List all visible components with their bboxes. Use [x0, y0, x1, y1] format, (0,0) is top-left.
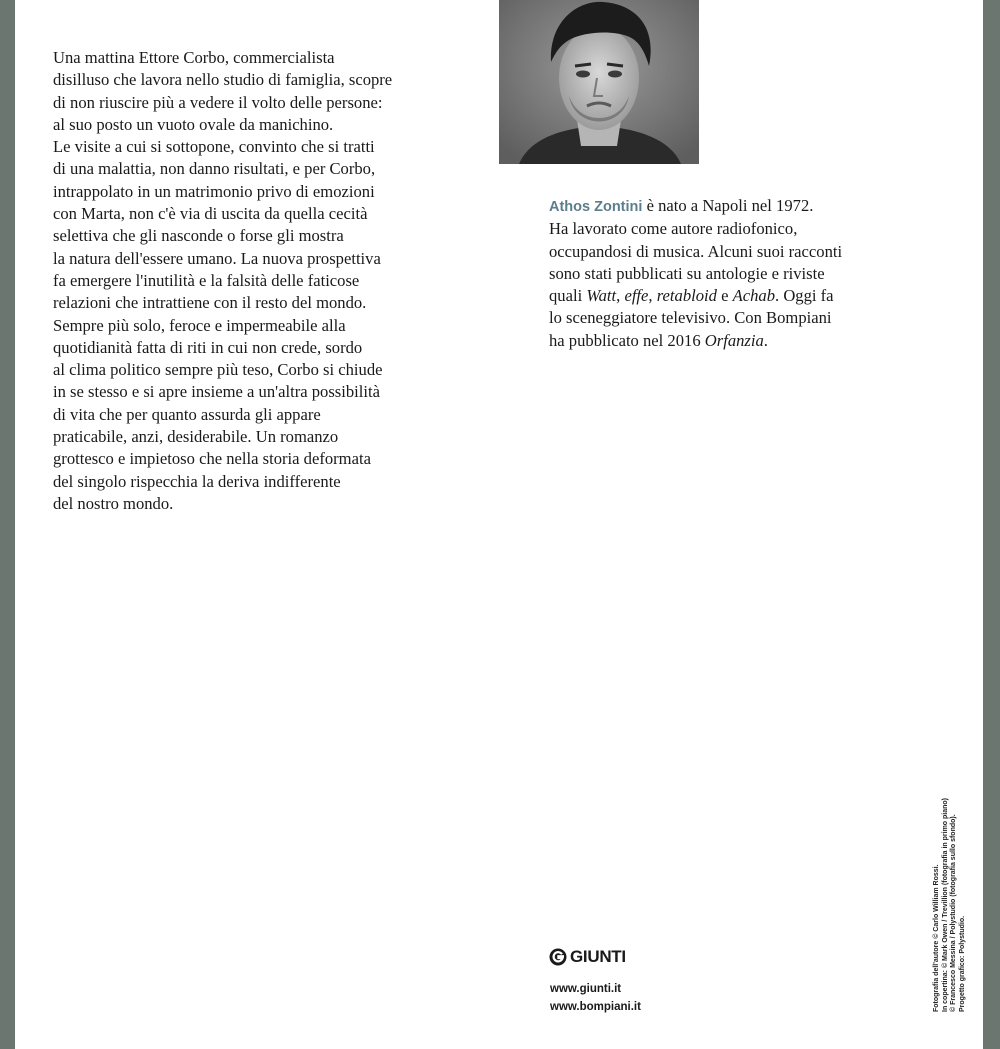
- bio-line: occupandosi di musica. Alcuni suoi racconti: [549, 241, 843, 261]
- credit-line: Progetto grafico: Polystudio.: [958, 915, 966, 1012]
- magazine-title: retabloid: [656, 286, 717, 306]
- credit-line: © Francesco Messina / Polystudio (fotografia sullo sfondo).: [950, 814, 958, 1012]
- synopsis-line: relazioni che intrattiene con il resto del mondo.: [53, 293, 367, 313]
- bio-text: . Oggi fa: [775, 286, 834, 306]
- synopsis-line: Sempre più solo, feroce e impermeabile alla: [53, 315, 346, 335]
- author-photo: [499, 0, 699, 164]
- synopsis-line: di una malattia, non danno risultati, e per Corbo,: [53, 159, 376, 179]
- synopsis-line: disilluso che lavora nello studio di famiglia, scopre: [53, 70, 393, 90]
- bio-line: [549, 195, 909, 218]
- credit-line: In copertina: © Mark Owen / Trevillion (fotografia in primo piano): [941, 797, 949, 1012]
- publisher-name: GIUNTI: [570, 947, 626, 966]
- book-title: Orfanzia: [704, 330, 764, 350]
- giunti-url[interactable]: www.giunti.it: [550, 983, 622, 995]
- photo-credits: [933, 782, 967, 1012]
- bio-text: ha pubblicato nel 2016: [549, 330, 705, 350]
- author-name: Athos Zontini: [549, 199, 643, 215]
- synopsis-line: la natura dell'essere umano. La nuova prospettiva: [53, 248, 381, 268]
- synopsis-line: in se stesso e si apre insieme a un'altra possibilità: [53, 382, 380, 402]
- synopsis-line: al clima politico sempre più teso, Corbo si chiude: [53, 360, 383, 380]
- synopsis-line: del singolo rispecchia la deriva indifferente: [53, 471, 341, 491]
- synopsis-line: grottesco e impietoso che nella storia deformata: [53, 449, 371, 469]
- synopsis-line: quotidianità fatta di riti in cui non crede, sordo: [53, 337, 363, 357]
- bio-text: ,: [616, 286, 625, 306]
- magazine-title: Achab: [732, 286, 776, 306]
- synopsis-line: praticabile, anzi, desiderabile. Un romanzo: [53, 427, 339, 447]
- publisher-urls: [550, 980, 641, 1016]
- magazine-title: effe: [624, 286, 649, 306]
- synopsis-line: fa emergere l'inutilità e la falsità delle faticose: [53, 270, 360, 290]
- bompiani-url[interactable]: www.bompiani.it: [550, 1001, 641, 1013]
- magazine-title: Watt: [586, 286, 617, 306]
- bio-text: quali: [549, 286, 587, 306]
- bio-text: è nato a Napoli nel 1972.: [642, 196, 814, 215]
- synopsis-line: di vita che per quanto assurda gli appare: [53, 404, 321, 424]
- bio-line: lo sceneggiatore televisivo. Con Bompiani: [549, 308, 832, 328]
- bio-line: [549, 285, 909, 307]
- synopsis-line: con Marta, non c'è via di uscita da quella cecità: [53, 204, 368, 224]
- bio-line: Ha lavorato come autore radiofonico,: [549, 219, 798, 239]
- bio-text: .: [763, 330, 768, 350]
- synopsis-line: selettiva che gli nasconde o forse gli mostra: [53, 226, 344, 246]
- bio-text: ,: [648, 286, 657, 306]
- author-bio: [549, 195, 909, 352]
- bio-line: sono stati pubblicati su antologie e riviste: [549, 263, 825, 283]
- synopsis-line: Una mattina Ettore Corbo, commercialista: [53, 48, 335, 67]
- synopsis-line: Le visite a cui si sottopone, convinto che si tratti: [53, 137, 375, 157]
- synopsis-line: di non riuscire più a vedere il volto delle persone:: [53, 92, 383, 112]
- synopsis-text: [53, 47, 473, 515]
- back-cover-page: [15, 0, 983, 1049]
- bio-text: e: [716, 286, 733, 306]
- author-portrait-icon: [499, 0, 699, 164]
- bio-line: [549, 330, 909, 352]
- synopsis-line: al suo posto un vuoto ovale da manichino.: [53, 114, 334, 134]
- synopsis-line: intrappolato in un matrimonio privo di emozioni: [53, 181, 375, 201]
- publisher-logo: [549, 947, 626, 967]
- giunti-logo-icon: [549, 948, 567, 966]
- synopsis-line: del nostro mondo.: [53, 493, 174, 513]
- credit-line: Fotografia dell'autore © Carlo William Rossi.: [933, 864, 940, 1012]
